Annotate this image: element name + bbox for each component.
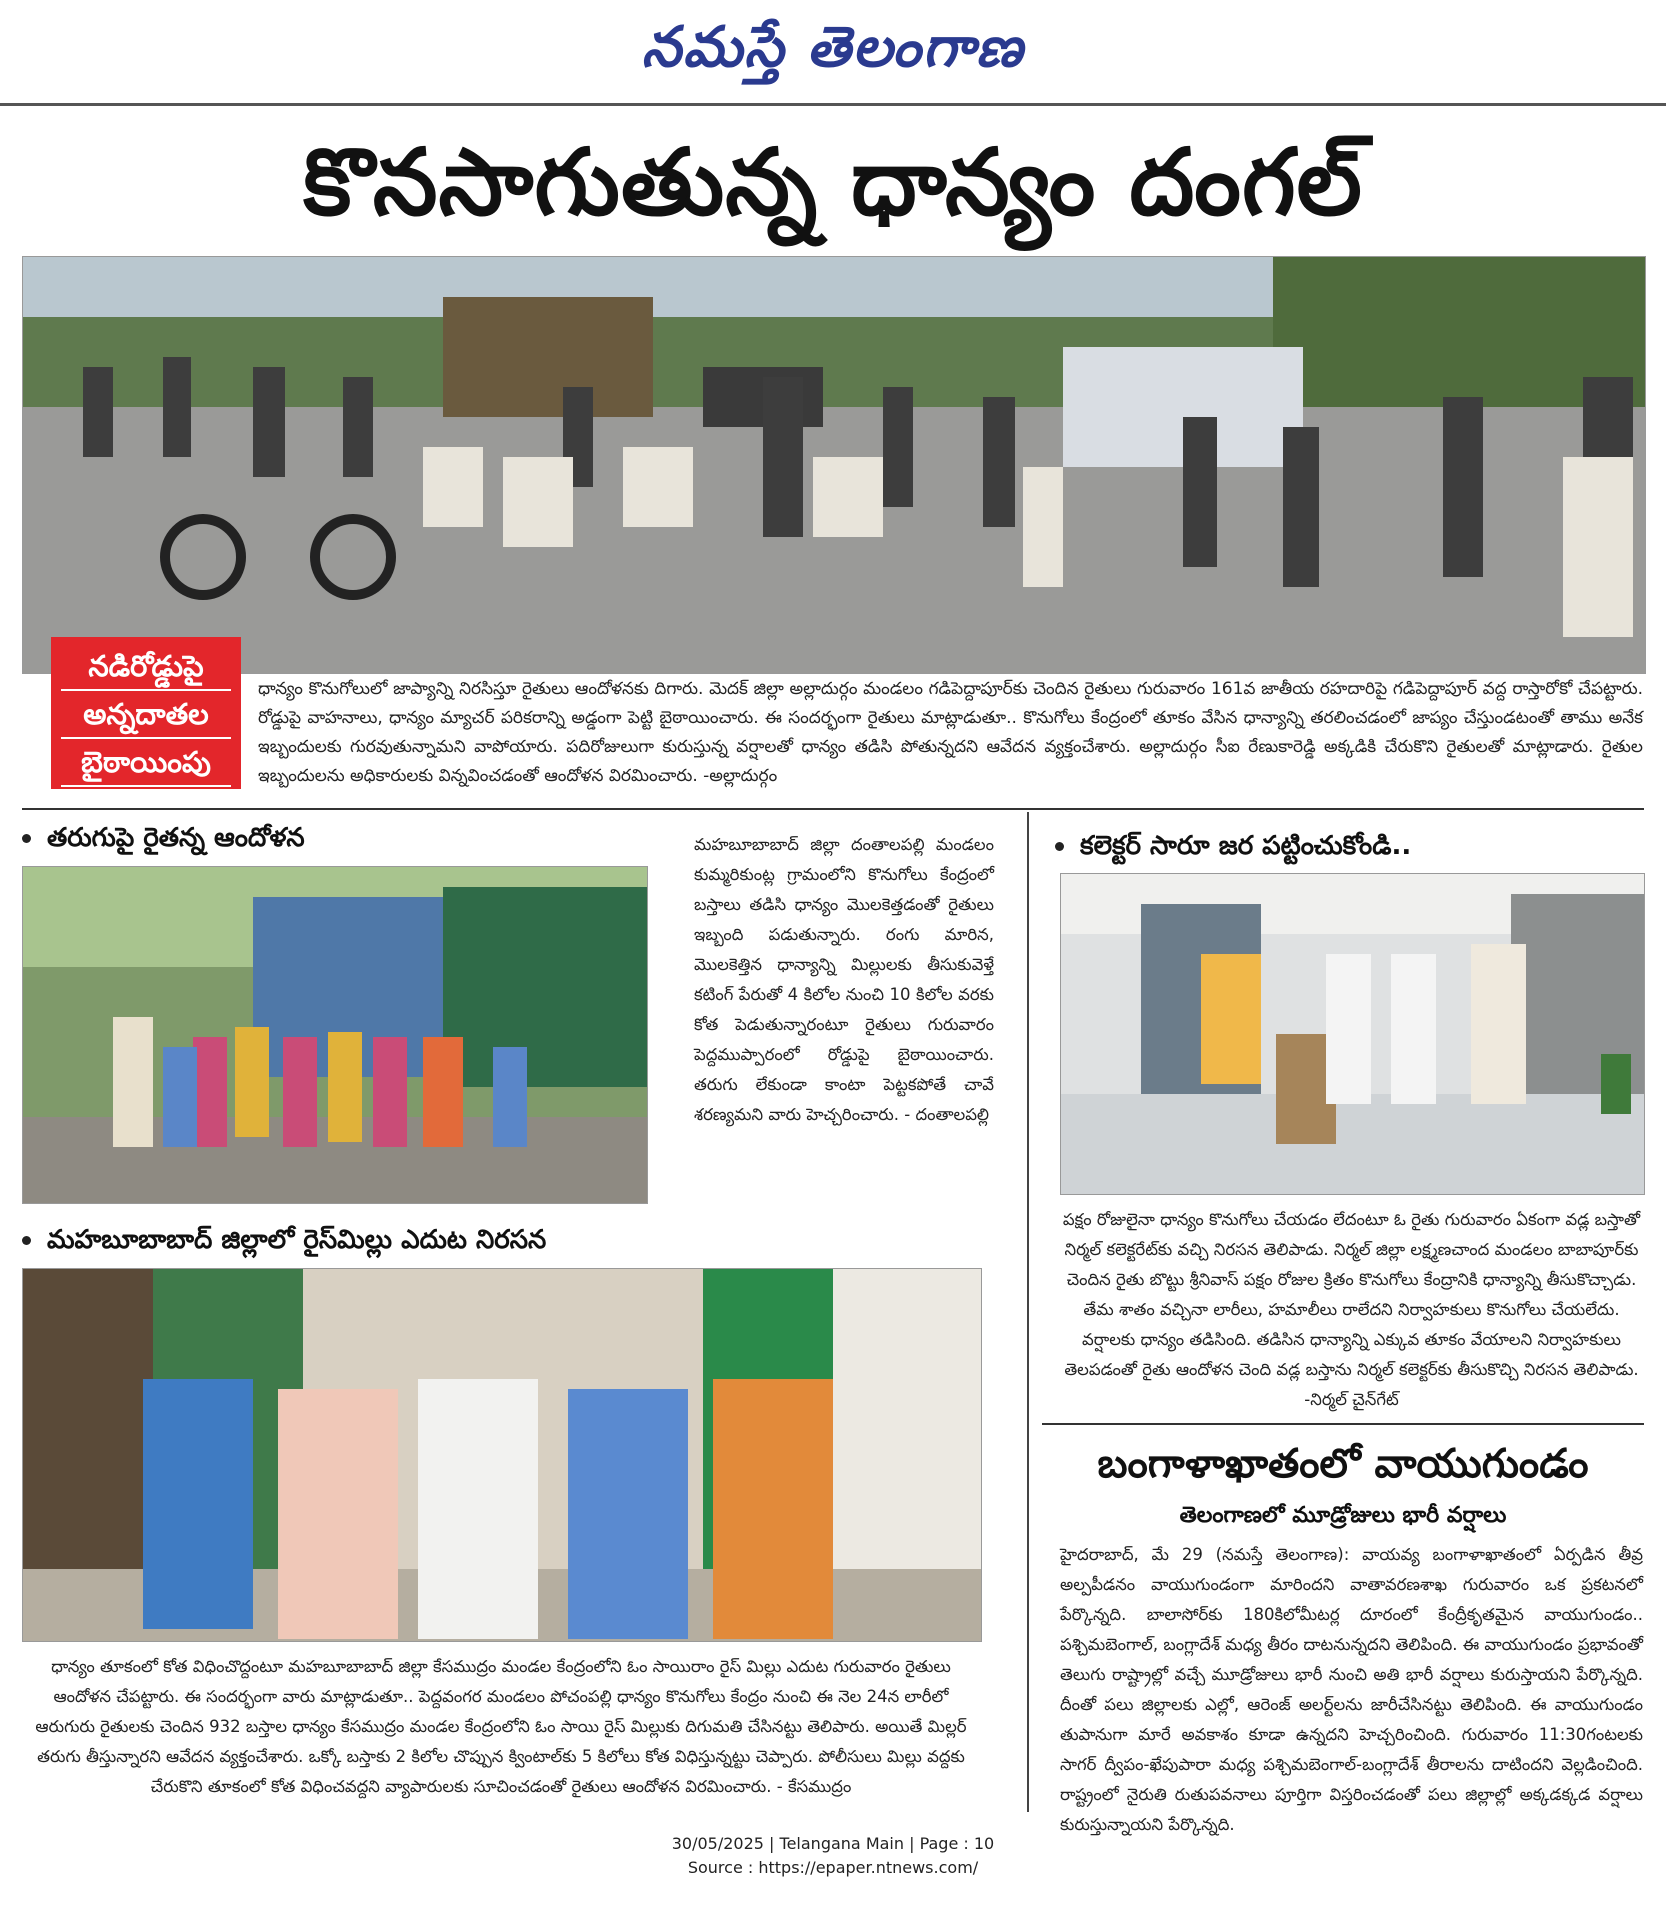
main-headline: కొనసాగుతున్న ధాన్యం దంగల్ xyxy=(303,129,1363,236)
story1-body: మహబూబాబాద్ జిల్లా దంతాలపల్లి మండలం కుమ్మరికుంట్ల గ్రామంలోని కొనుగోలు కేంద్రంలో బస్తాలు తడిసి ధాన్యం మొలకెత్తడంతో రైతులు ఇబ్బంది పడుతున్నారు. రంగు మారిన, మొలకెత్తిన ధాన్యాన్ని మిల్లులకు తీసుకువెళ్తే కటింగ్ పేరుతో 4 కిలోల నుంచి 10 కిలోల వరకు కోత పెడుతున్నారంటూ రైతులు గురువారం పెద్దముప్పారంలో రోడ్డుపై బైఠాయించారు. తరుగు లేకుండా కాంటా పెట్టకపోతే చావే శరణ్యమని వారు హెచ్చరించారు. - దంతాలపల్లి xyxy=(694,835,994,1124)
story3-heading xyxy=(1055,828,1645,864)
story3-body: పక్షం రోజులైనా ధాన్యం కొనుగోలు చేయడం లేదంటూ ఓ రైతు గురువారం ఏకంగా వడ్ల బస్తాతో నిర్మల్ కలెక్టరేట్‌కు వచ్చి నిరసన తెలిపాడు. నిర్మల్ జిల్లా లక్ష్మణచాంద మండలం బాబాపూర్‌కు చెందిన రైతు బొట్టు శ్రీనివాస్ పక్షం రోజుల క్రితం కొనుగోలు కేంద్రానికి ధాన్యాన్ని తీసుకొచ్చాడు. తేమ శాతం వచ్చినా లారీలు, హమాలీలు రాలేదని నిర్వాహకులు కొనుగోలు చేయలేదు. వర్షాలకు ధాన్యం తడిసింది. తడిసిన ధాన్యాన్ని ఎక్కువ తూకం వేయాలని నిర్వాహకులు తెలపడంతో రైతు ఆందోళన చెంది వడ్ల బస్తాను నిర్మల్ కలెక్టర్‌కు తీసుకొచ్చి నిరసన తెలిపాడు. -నిర్మల్ చైన్‌గేట్ xyxy=(1062,1210,1641,1409)
newspaper-logo: నమస్తే తెలంగాణ xyxy=(641,14,1025,80)
badge-line-2: అన్నదాతల xyxy=(61,691,231,739)
column-divider xyxy=(1027,812,1029,1812)
footer-info: 30/05/2025 | Telangana Main | Page : 10 xyxy=(671,1834,995,1853)
story2-photo xyxy=(22,1268,982,1642)
section-divider xyxy=(22,808,1644,810)
lead-caption: ధాన్యం కొనుగోలులో జాప్యాన్ని నిరసిస్తూ రైతులు ఆందోళనకు దిగారు. మెదక్ జిల్లా అల్లాదుర్గం మండలం గడిపెద్దాపూర్‌కు చెందిన రైతులు గురువారం 161వ జాతీయ రహదారిపై గడిపెద్దాపూర్ వద్ద రాస్తారోకో చేపట్టారు. రోడ్డుపై వాహనాలు, ధాన్యం మ్యాచర్ పరికరాన్ని అడ్డంగా పెట్టి బైఠాయించారు. ఈ సందర్భంగా రైతులు మాట్లాడుతూ.. కొనుగోలు కేంద్రంలో తూకం వేసిన ధాన్యాన్ని తరలించడంలో జాప్యం చేస్తుండటంతో తాము అనేక ఇబ్బందులకు గురవుతున్నామని వాపోయారు. పదిరోజులుగా కురుస్తున్న వర్షాలతో ధాన్యం తడిసి పోతున్నదని ఆవేదన వ్యక్తంచేశారు. అల్లాదుర్గం సీఐ రేణుకారెడ్డి అక్కడికి చేరుకొని రైతులతో మాట్లాడారు. రైతుల ఇబ్బందులను అధికారులకు విన్నవించడంతో ఆందోళన విరమించారు. -అల్లాదుర్గం xyxy=(258,679,1643,786)
badge-line-3: బైఠాయింపు xyxy=(61,739,231,787)
badge-line-1: నడిరోడ్డుపై xyxy=(61,643,231,691)
masthead xyxy=(0,0,1666,105)
story2-heading xyxy=(22,1222,1012,1258)
story3-photo xyxy=(1060,873,1645,1195)
lead-badge xyxy=(51,637,241,789)
bullet-icon xyxy=(1055,842,1064,851)
bullet-icon xyxy=(22,834,31,843)
story4-body: హైదరాబాద్, మే 29 (నమస్తే తెలంగాణ): వాయవ్య బంగాళాఖాతంలో ఏర్పడిన తీవ్ర అల్పపీడనం వాయుగుండంగా మారిందని వాతావరణశాఖ గురువారం ఒక ప్రకటనలో పేర్కొన్నది. బాలాసోర్‌కు 180కిలోమీటర్ల దూరంలో కేంద్రీకృతమైన వాయుగుండం.. పశ్చిమబెంగాల్, బంగ్లాదేశ్ మధ్య తీరం దాటనున్నదని తెలిపింది. ఈ వాయుగుండం ప్రభావంతో తెలుగు రాష్ట్రాల్లో వచ్చే మూడ్రోజులు భారీ నుంచి అతి భారీ వర్షాలు కురుస్తాయని పేర్కొన్నది. దీంతో పలు జిల్లాలకు ఎల్లో, ఆరెంజ్ అలర్ట్‌లను జారీచేసినట్టు తెలిపింది. ఈ వాయుగుండం తుపానుగా మారే అవకాశం కూడా ఉన్నదని హెచ్చరించింది. గురువారం 11:30గంటలకు సాగర్ ద్వీపం-ఖేపుపారా మధ్య పశ్చిమబెంగాల్-బంగ్లాదేశ్ తీరాలను దాటిందని వెల్లడించింది. రాష్ట్రంలో నైరుతి రుతుపవనాలు పూర్తిగా విస్తరించడంతో పలు జిల్లాల్లో అక్కడక్కడ వర్షాలు కురుస్తున్నాయని పేర్కొన్నది. xyxy=(1060,1545,1643,1834)
story1-heading xyxy=(22,820,682,856)
story3-heading-text: కలెక్టర్ సారూ జర పట్టించుకోండి.. xyxy=(1080,831,1412,861)
story4-subheading: తెలంగాణలో మూడ్రోజులు భారీ వర్షాలు xyxy=(1179,1503,1507,1528)
story1-photo xyxy=(22,866,648,1204)
story2-body: ధాన్యం తూకంలో కోత విధించొద్దంటూ మహబూబాబాద్ జిల్లా కేసముద్రం మండల కేంద్రంలోని ఓం సాయిరాం రైస్ మిల్లు ఎదుట గురువారం రైతులు ఆందోళన చేపట్టారు. ఈ సందర్భంగా వారు మాట్లాడుతూ.. పెద్దవంగర మండలం పోచంపల్లి ధాన్యం కొనుగోలు కేంద్రం నుంచి ఈ నెల 24న లారీలో ఆరుగురు రైతులకు చెందిన 932 బస్తాల ధాన్యం కేసముద్రం మండల కేంద్రంలోని ఓం సాయి రైస్ మిల్లుకు దిగుమతి చేసినట్టు తెలిపారు. అయితే మిల్లర్ తరుగు తీస్తున్నారని ఆవేదన వ్యక్తంచేశారు. ఒక్కో బస్తాకు 2 కిలోల చొప్పున క్వింటాల్‌కు 5 కిలోలు కోత విధిస్తున్నట్టు చెప్పారు. పోలీసులు మిల్లు వద్దకు చేరుకొని తూకంలో కోత విధించవద్దని వ్యాపారులకు సూచించడంతో రైతులు ఆందోళన విరమించారు. - కేసముద్రం xyxy=(35,1657,967,1796)
lead-photo xyxy=(22,256,1646,674)
story1-heading-text: తరుగుపై రైతన్న ఆందోళన xyxy=(47,823,305,853)
section-divider xyxy=(1042,1423,1644,1425)
footer-source: Source : https://epaper.ntnews.com/ xyxy=(687,1858,979,1877)
bullet-icon xyxy=(22,1236,31,1245)
story4-heading: బంగాళాఖాతంలో వాయుగుండం xyxy=(1097,1441,1589,1487)
story2-heading-text: మహబూబాబాద్ జిల్లాలో రైస్‌మిల్లు ఎదుట నిరసన xyxy=(47,1225,547,1255)
masthead-divider xyxy=(0,103,1666,106)
